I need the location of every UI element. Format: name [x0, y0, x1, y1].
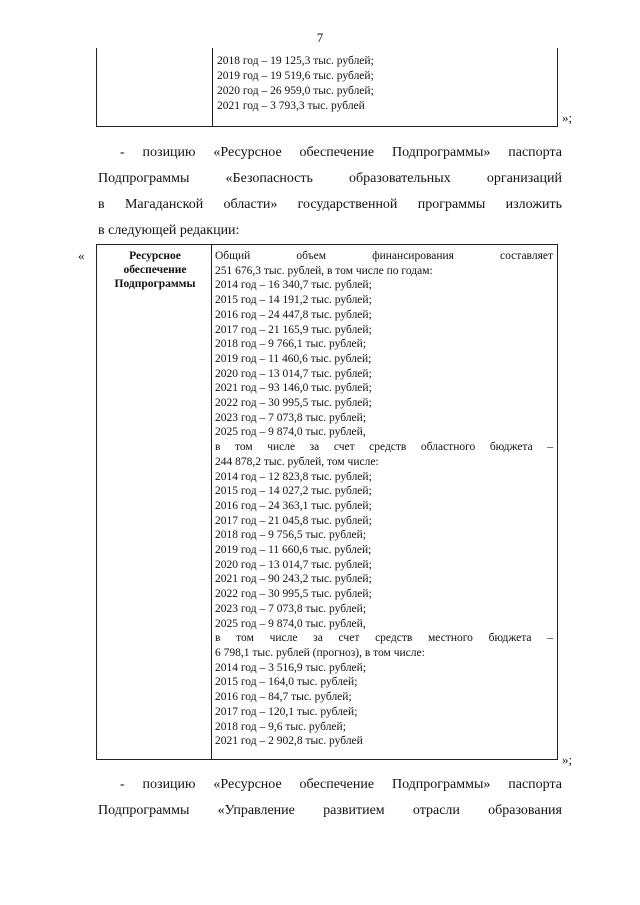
table-line: 2015 год – 14 191,2 тыс. рублей;: [215, 294, 372, 307]
table-line: 2014 год – 12 823,8 тыс. рублей;: [215, 470, 372, 483]
table-line: 2019 год – 19 519,6 тыс. рублей;: [217, 70, 374, 82]
table-line: 2018 год – 9,6 тыс. рублей;: [215, 720, 346, 733]
top-table-values: [217, 54, 374, 114]
table-line: 2015 год – 164,0 тыс. рублей;: [215, 676, 358, 689]
table-line: 244 878,2 тыс. рублей, том числе:: [215, 455, 379, 468]
paragraph-line: в следующей редакции:: [98, 223, 240, 238]
table-line: 2023 год – 7 073,8 тыс. рублей;: [215, 411, 367, 424]
closing-quote: »;: [562, 752, 573, 767]
table-line: 2017 год – 21 045,8 тыс. рублей;: [215, 514, 372, 527]
table-line: 2014 год – 3 516,9 тыс. рублей;: [215, 661, 367, 674]
justified-line: Общий объем финансирования составляет: [215, 250, 553, 262]
table-line: 2019 год – 11 660,6 тыс. рублей;: [215, 544, 372, 557]
table-line: 2018 год – 19 125,3 тыс. рублей;: [217, 55, 374, 67]
table-line: 6 798,1 тыс. рублей (прогноз), в том числе:: [215, 646, 425, 659]
justified-line: в том числе за счет средств местного бюджета –: [215, 632, 553, 645]
table-line: 2019 год – 11 460,6 тыс. рублей;: [215, 352, 372, 365]
table-line: 2020 год – 26 959,0 тыс. рублей;: [217, 85, 374, 97]
table-line: 2021 год – 90 243,2 тыс. рублей;: [215, 573, 372, 586]
row-content: [215, 249, 553, 749]
table-line: 2017 год – 21 165,9 тыс. рублей;: [215, 323, 372, 336]
table-line: 2016 год – 84,7 тыс. рублей;: [215, 691, 352, 704]
paragraph-2: [98, 772, 562, 824]
table-line: 2022 год – 30 995,5 тыс. рублей;: [215, 588, 372, 601]
top-table-continuation: [96, 48, 558, 127]
table-line: 2022 год – 30 995,5 тыс. рублей;: [215, 397, 372, 410]
justified-line: в том числе за счет средств областного бюджета –: [215, 441, 553, 454]
table-line: 2018 год – 9 756,5 тыс. рублей;: [215, 529, 367, 542]
table-line: 2021 год – 2 902,8 тыс. рублей: [215, 735, 363, 748]
table-line: 2018 год – 9 766,1 тыс. рублей;: [215, 338, 367, 351]
table-line: 2016 год – 24 363,1 тыс. рублей;: [215, 499, 372, 512]
resource-table: [96, 244, 558, 760]
table-column-divider: [212, 48, 213, 126]
table-line: 2020 год – 13 014,7 тыс. рублей;: [215, 367, 372, 380]
table-line: 2025 год – 9 874,0 тыс. рублей,: [215, 617, 366, 630]
table-line: 2015 год – 14 027,2 тыс. рублей;: [215, 485, 372, 498]
table-line: 2014 год – 16 340,7 тыс. рублей;: [215, 279, 372, 292]
table-line: 2021 год – 3 793,3 тыс. рублей: [217, 100, 365, 112]
table-line: 2023 год – 7 073,8 тыс. рублей;: [215, 602, 367, 615]
paragraph-line: - позицию «Ресурсное обеспечение Подпрограммы» паспорта: [120, 145, 562, 160]
table-column-divider: [211, 245, 212, 759]
table-line: 251 676,3 тыс. рублей, в том числе по годам:: [215, 264, 433, 277]
table-line: 2016 год – 24 447,8 тыс. рублей;: [215, 308, 372, 321]
paragraph-line: - позицию «Ресурсное обеспечение Подпрограммы» паспорта: [120, 777, 562, 792]
table-line: 2020 год – 13 014,7 тыс. рублей;: [215, 558, 372, 571]
row-label: Ресурсное обеспечение Подпрограммы: [114, 250, 196, 290]
opening-quote: «: [78, 248, 85, 263]
paragraph-line: Подпрограммы «Безопасность образовательных организаций: [98, 171, 562, 186]
table-line: 2021 год – 93 146,0 тыс. рублей;: [215, 382, 372, 395]
page-number: 7: [316, 30, 324, 45]
paragraph-1: [98, 140, 562, 244]
paragraph-line: в Магаданской области» государственной программы изложить: [98, 197, 562, 212]
closing-quote: »;: [562, 110, 573, 125]
paragraph-line: Подпрограммы «Управление развитием отрасли образования: [98, 803, 562, 818]
table-line: 2025 год – 9 874,0 тыс. рублей,: [215, 426, 366, 439]
table-line: 2017 год – 120,1 тыс. рублей;: [215, 705, 358, 718]
